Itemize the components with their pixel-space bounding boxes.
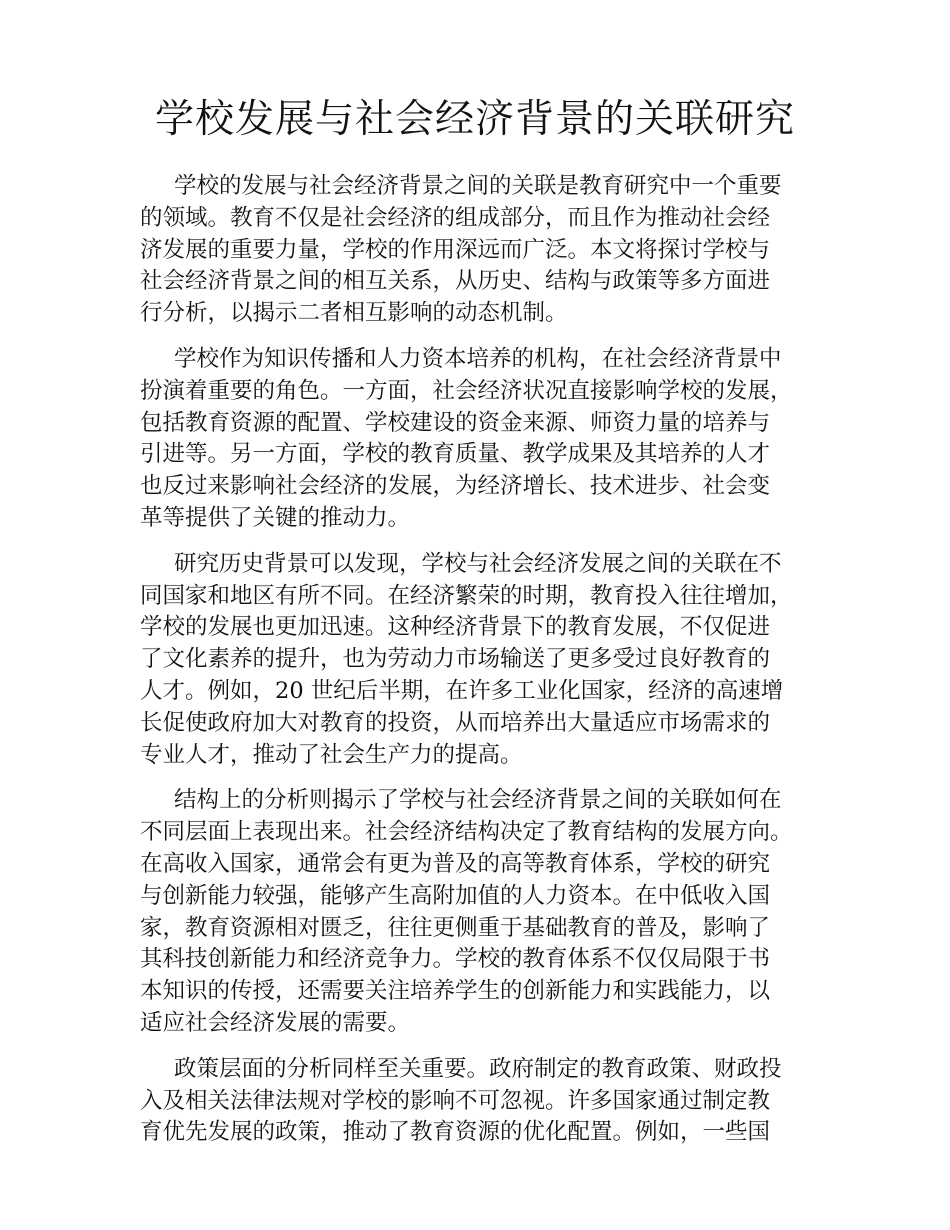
text-line: 的领域。教育不仅是社会经济的组成部分，而且作为推动社会经: [140, 204, 771, 231]
text-line: 长促使政府加大对教育的投资，从而培养出大量适应市场需求的: [140, 709, 771, 736]
text-line: 在高收入国家，通常会有更为普及的高等教育体系，学校的研究: [140, 850, 771, 877]
text-line: 其科技创新能力和经济竞争力。学校的教育体系不仅仅局限于书: [140, 946, 771, 973]
text-line: 革等提供了关键的推动力。: [140, 504, 411, 531]
paragraph-4: [140, 785, 830, 1039]
document-body: [140, 171, 830, 1163]
text-line: 家，教育资源相对匮乏，往往更侧重于基础教育的普及，影响了: [140, 914, 771, 941]
text-line: 包括教育资源的配置、学校建设的资金来源、师资力量的培养与: [140, 409, 771, 436]
text-line: 引进等。另一方面，学校的教育质量、教学成果及其培养的人才: [140, 441, 771, 468]
paragraph-1: [140, 171, 830, 330]
document-title: 学校发展与社会经济背景的关联研究: [154, 97, 795, 142]
text-line: 也反过来影响社会经济的发展，为经济增长、技术进步、社会变: [140, 473, 771, 500]
text-line: 育优先发展的政策，推动了教育资源的优化配置。例如，一些国: [140, 1119, 771, 1146]
text-line: 适应社会经济发展的需要。: [140, 1009, 411, 1036]
text-line: 与创新能力较强，能够产生高附加值的人力资本。在中低收入国: [140, 882, 771, 909]
text-line: 研究历史背景可以发现，学校与社会经济发展之间的关联在不: [174, 550, 782, 577]
text-line: 了文化素养的提升，也为劳动力市场输送了更多受过良好教育的: [140, 646, 771, 673]
text-line: 行分析，以揭示二者相互影响的动态机制。: [140, 300, 568, 327]
text-line: 结构上的分析则揭示了学校与社会经济背景之间的关联如何在: [174, 787, 782, 814]
paragraph-5: [140, 1054, 830, 1149]
paragraph-2: [140, 344, 830, 535]
text-line: 同国家和地区有所不同。在经济繁荣的时期，教育投入往往增加，: [140, 582, 793, 609]
text-line: 扮演着重要的角色。一方面，社会经济状况直接影响学校的发展，: [140, 377, 793, 404]
paragraph-3: [140, 549, 830, 772]
text-line: 政策层面的分析同样至关重要。政府制定的教育政策、财政投: [174, 1055, 782, 1082]
text-line: 本知识的传授，还需要关注培养学生的创新能力和实践能力，以: [140, 978, 771, 1005]
text-line: 人才。例如，20 世纪后半期，在许多工业化国家，经济的高速增: [140, 677, 784, 704]
text-line: 社会经济背景之间的相互关系，从历史、结构与政策等多方面进: [140, 268, 771, 295]
text-line: 学校的发展与社会经济背景之间的关联是教育研究中一个重要: [174, 173, 782, 199]
text-line: 济发展的重要力量，学校的作用深远而广泛。本文将探讨学校与: [140, 236, 771, 263]
text-line: 专业人才，推动了社会生产力的提高。: [140, 741, 523, 768]
text-line: 入及相关法律法规对学校的影响不可忽视。许多国家通过制定教: [140, 1087, 771, 1114]
text-line: 学校作为知识传播和人力资本培养的机构，在社会经济背景中: [174, 345, 782, 372]
text-line: 学校的发展也更加迅速。这种经济背景下的教育发展，不仅促进: [140, 614, 771, 641]
text-line: 不同层面上表现出来。社会经济结构决定了教育结构的发展方向。: [140, 819, 793, 846]
